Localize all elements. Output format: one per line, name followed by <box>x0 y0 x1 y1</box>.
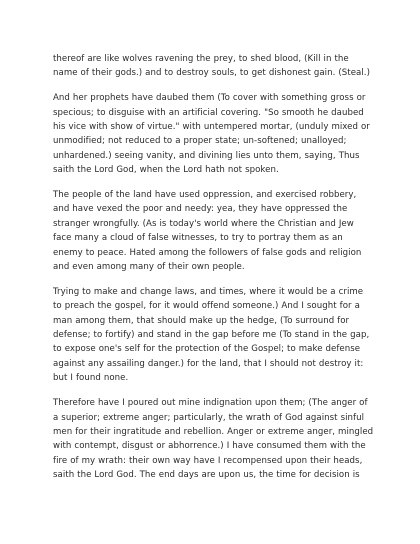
body-text <box>53 52 374 493</box>
paragraph-3: The people of the land have used oppression, and exercised robbery, and have vexed the poor and needy: yea, they have oppressed the stranger wrongfully. (As is today's world where the Christian and Jew face many a cloud of false witnesses, to try to portray them as an enemy to peace. Hated among the followers of false gods and religion and even among many of their own people. <box>53 190 362 273</box>
paragraph-5: Therefore have I poured out mine indignation upon them; (The anger of a superior; extreme anger; particularly, the wrath of God against sinful men for their ingratitude and rebellion. Anger or extreme anger, mingled with contempt, disgust or abhorrence.) I have consumed them with the fire of my wrath: their own way have I recompensed upon their heads, saith the Lord God. The end days are upon us, the time for decision is <box>53 398 374 481</box>
paragraph-1: thereof are like wolves ravening the prey, to shed blood, (Kill in the name of their gods.) and to destroy souls, to get dishonest gain. (Steal.) <box>53 54 370 79</box>
paragraph-2: And her prophets have daubed them (To cover with something gross or specious; to disguise with an artificial covering. "So smooth he daubed his vice with show of virtue." with untempered mortar, (unduly mixed or unmodified; not reduced to a proper state; un-softened; unalloyed; unhardened.) seeing vanity, and divining lies unto them, saying, Thus saith the Lord God, when the Lord hath not spoken. <box>53 93 370 176</box>
paragraph-4: Trying to make and change laws, and times, where it would be a crime to preach the gospel, for it would offend someone.) And I sought for a man among them, that should make up the hedge, (To surround for defense; to fortify) and stand in the gap before me (To stand in the gap, to expose one's self for the protection of the Gospel; to make defense against any assailing danger.) for the land, that I should not destroy it: but I found none. <box>53 286 370 384</box>
